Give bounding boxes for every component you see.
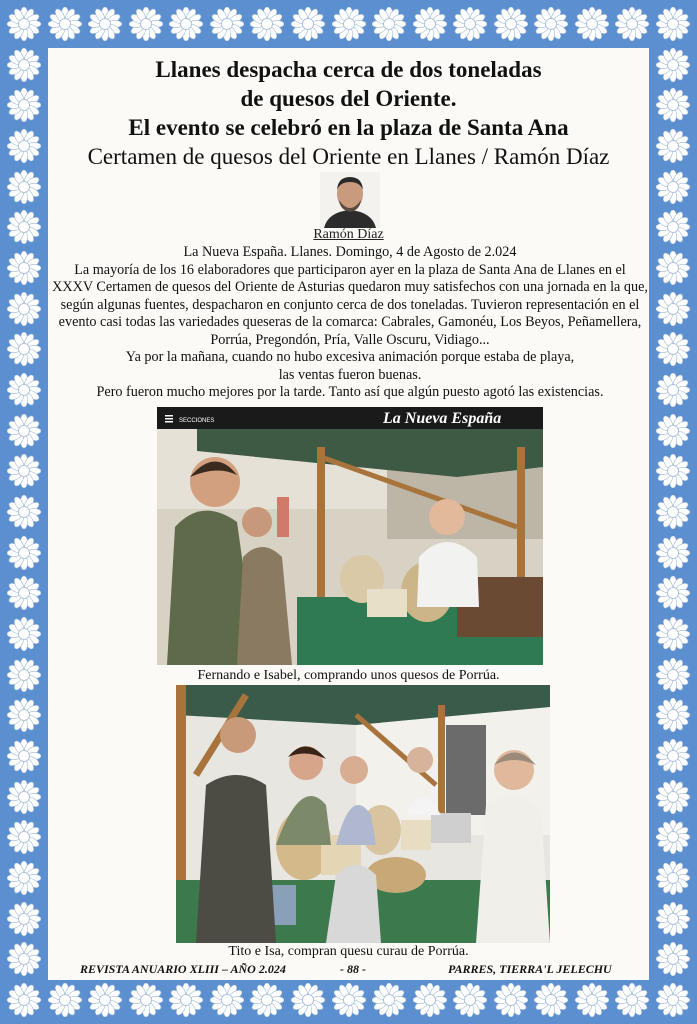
border-flower-icon [494,983,528,1017]
photo-2-caption: Tito e Isa, compran quesu curau de Porrúa. [228,944,469,959]
border-flower-icon [453,983,487,1017]
border-flower-icon [88,983,122,1017]
border-flower-icon [7,454,41,488]
headline-line-3: El evento se celebró en la plaza de Santa Ana [128,115,569,140]
photo-cheese-stall-2 [176,685,550,943]
border-flower-icon [250,7,284,41]
border-flower-icon [656,495,690,529]
border-flower-icon [615,983,649,1017]
border-flower-icon [656,292,690,326]
dateline: La Nueva España. Llanes. Domingo, 4 de Agosto de 2.024 [183,244,517,260]
border-flower-icon [291,983,325,1017]
border-flower-icon [7,739,41,773]
photo-2-image [176,685,550,943]
border-flower-icon [7,292,41,326]
border-flower-icon [656,373,690,407]
border-flower-icon [48,983,82,1017]
border-flower-icon [656,861,690,895]
paragraph-2: Ya por la mañana, cuando no hubo excesiva animación porque estaba de playa, [125,349,575,365]
border-flower-icon [7,332,41,366]
masthead-logo: La Nueva España [383,410,502,427]
border-flower-icon [332,983,366,1017]
border-flower-icon [48,7,82,41]
menu-label: SECCIONES [179,418,215,424]
border-flower-icon [575,7,609,41]
border-flower-icon [494,7,528,41]
border-flower-icon [656,454,690,488]
border-flower-icon [210,7,244,41]
border-flower-icon [656,902,690,936]
border-flower-icon [372,7,406,41]
paragraph-4: Pero fueron mucho mejores por la tarde. Tanto así que algún puesto agotó las existencias. [96,384,604,400]
border-flower-icon [7,861,41,895]
footer-publication: REVISTA ANUARIO XLIII – AÑO 2.024 [80,962,286,976]
border-flower-icon [250,983,284,1017]
border-flower-icon [656,698,690,732]
border-flower-icon [7,902,41,936]
border-flower-icon [656,739,690,773]
border-flower-icon [656,332,690,366]
headline-line-1: Llanes despacha cerca de dos toneladas [155,57,542,82]
border-flower-icon [169,7,203,41]
footer-region: PARRES, TIERRA'L JELECHU [448,962,612,976]
author-name [0,227,697,243]
border-flower-icon [656,414,690,448]
border-flower-icon [534,7,568,41]
paragraph-3: las ventas fueron buenas. [278,366,422,383]
border-flower-icon [656,576,690,610]
border-flower-icon [7,373,41,407]
border-flower-icon [7,780,41,814]
article-body [52,244,648,402]
border-flower-icon [656,536,690,570]
border-flower-icon [291,7,325,41]
border-flower-icon [7,576,41,610]
border-flower-icon [7,617,41,651]
photo-cheese-stall-1 [157,407,543,665]
border-flower-icon [7,698,41,732]
border-flower-icon [129,983,163,1017]
border-flower-icon [372,983,406,1017]
border-flower-icon [7,820,41,854]
border-flower-icon [88,7,122,41]
border-flower-icon [7,536,41,570]
border-flower-icon [656,983,690,1017]
border-flower-icon [7,251,41,285]
border-flower-icon [656,617,690,651]
photo-1-image [157,407,543,665]
border-flower-icon [7,7,41,41]
author-photo [320,172,380,228]
border-flower-icon [575,983,609,1017]
border-flower-icon [169,983,203,1017]
border-flower-icon [413,7,447,41]
border-flower-icon [332,7,366,41]
border-flower-icon [413,983,447,1017]
border-flower-icon [656,251,690,285]
border-flower-icon [453,7,487,41]
author-name-link[interactable]: Ramón Díaz [313,227,384,242]
border-flower-icon [656,170,690,204]
border-flower-icon [129,7,163,41]
headline-line-2: de quesos del Oriente. [240,86,457,111]
border-flower-icon [7,495,41,529]
border-flower-icon [7,170,41,204]
border-flower-icon [534,983,568,1017]
border-flower-icon [656,780,690,814]
border-flower-icon [656,820,690,854]
border-flower-icon [7,983,41,1017]
border-flower-icon [7,414,41,448]
photo-1-caption: Fernando e Isabel, comprando unos quesos de Porrúa. [197,668,500,683]
border-flower-icon [210,983,244,1017]
paragraph-1: La mayoría de los 16 elaboradores que participaron ayer en la plaza de Santa Ana de Llanes en el XXXV Certamen de quesos del Oriente de Asturias quedaron muy satisfechos con una jornada en la que, según algunas fuentes, despacharon en conjunto cerca de dos toneladas. Tuvieron representación en el evento casi todas las variedades queseras de la comarca: Cabrales, Gamonéu, Los Beyos, Peñamellera, Porrúa, Pregondón, Pría, Valle Oscuru, Vidiago... [52,261,648,348]
border-flower-icon [615,7,649,41]
subtitle: Certamen de quesos del Oriente en Llanes / Ramón Díaz [87,144,610,169]
footer-page-number: - 88 - [340,962,366,976]
border-flower-icon [656,7,690,41]
